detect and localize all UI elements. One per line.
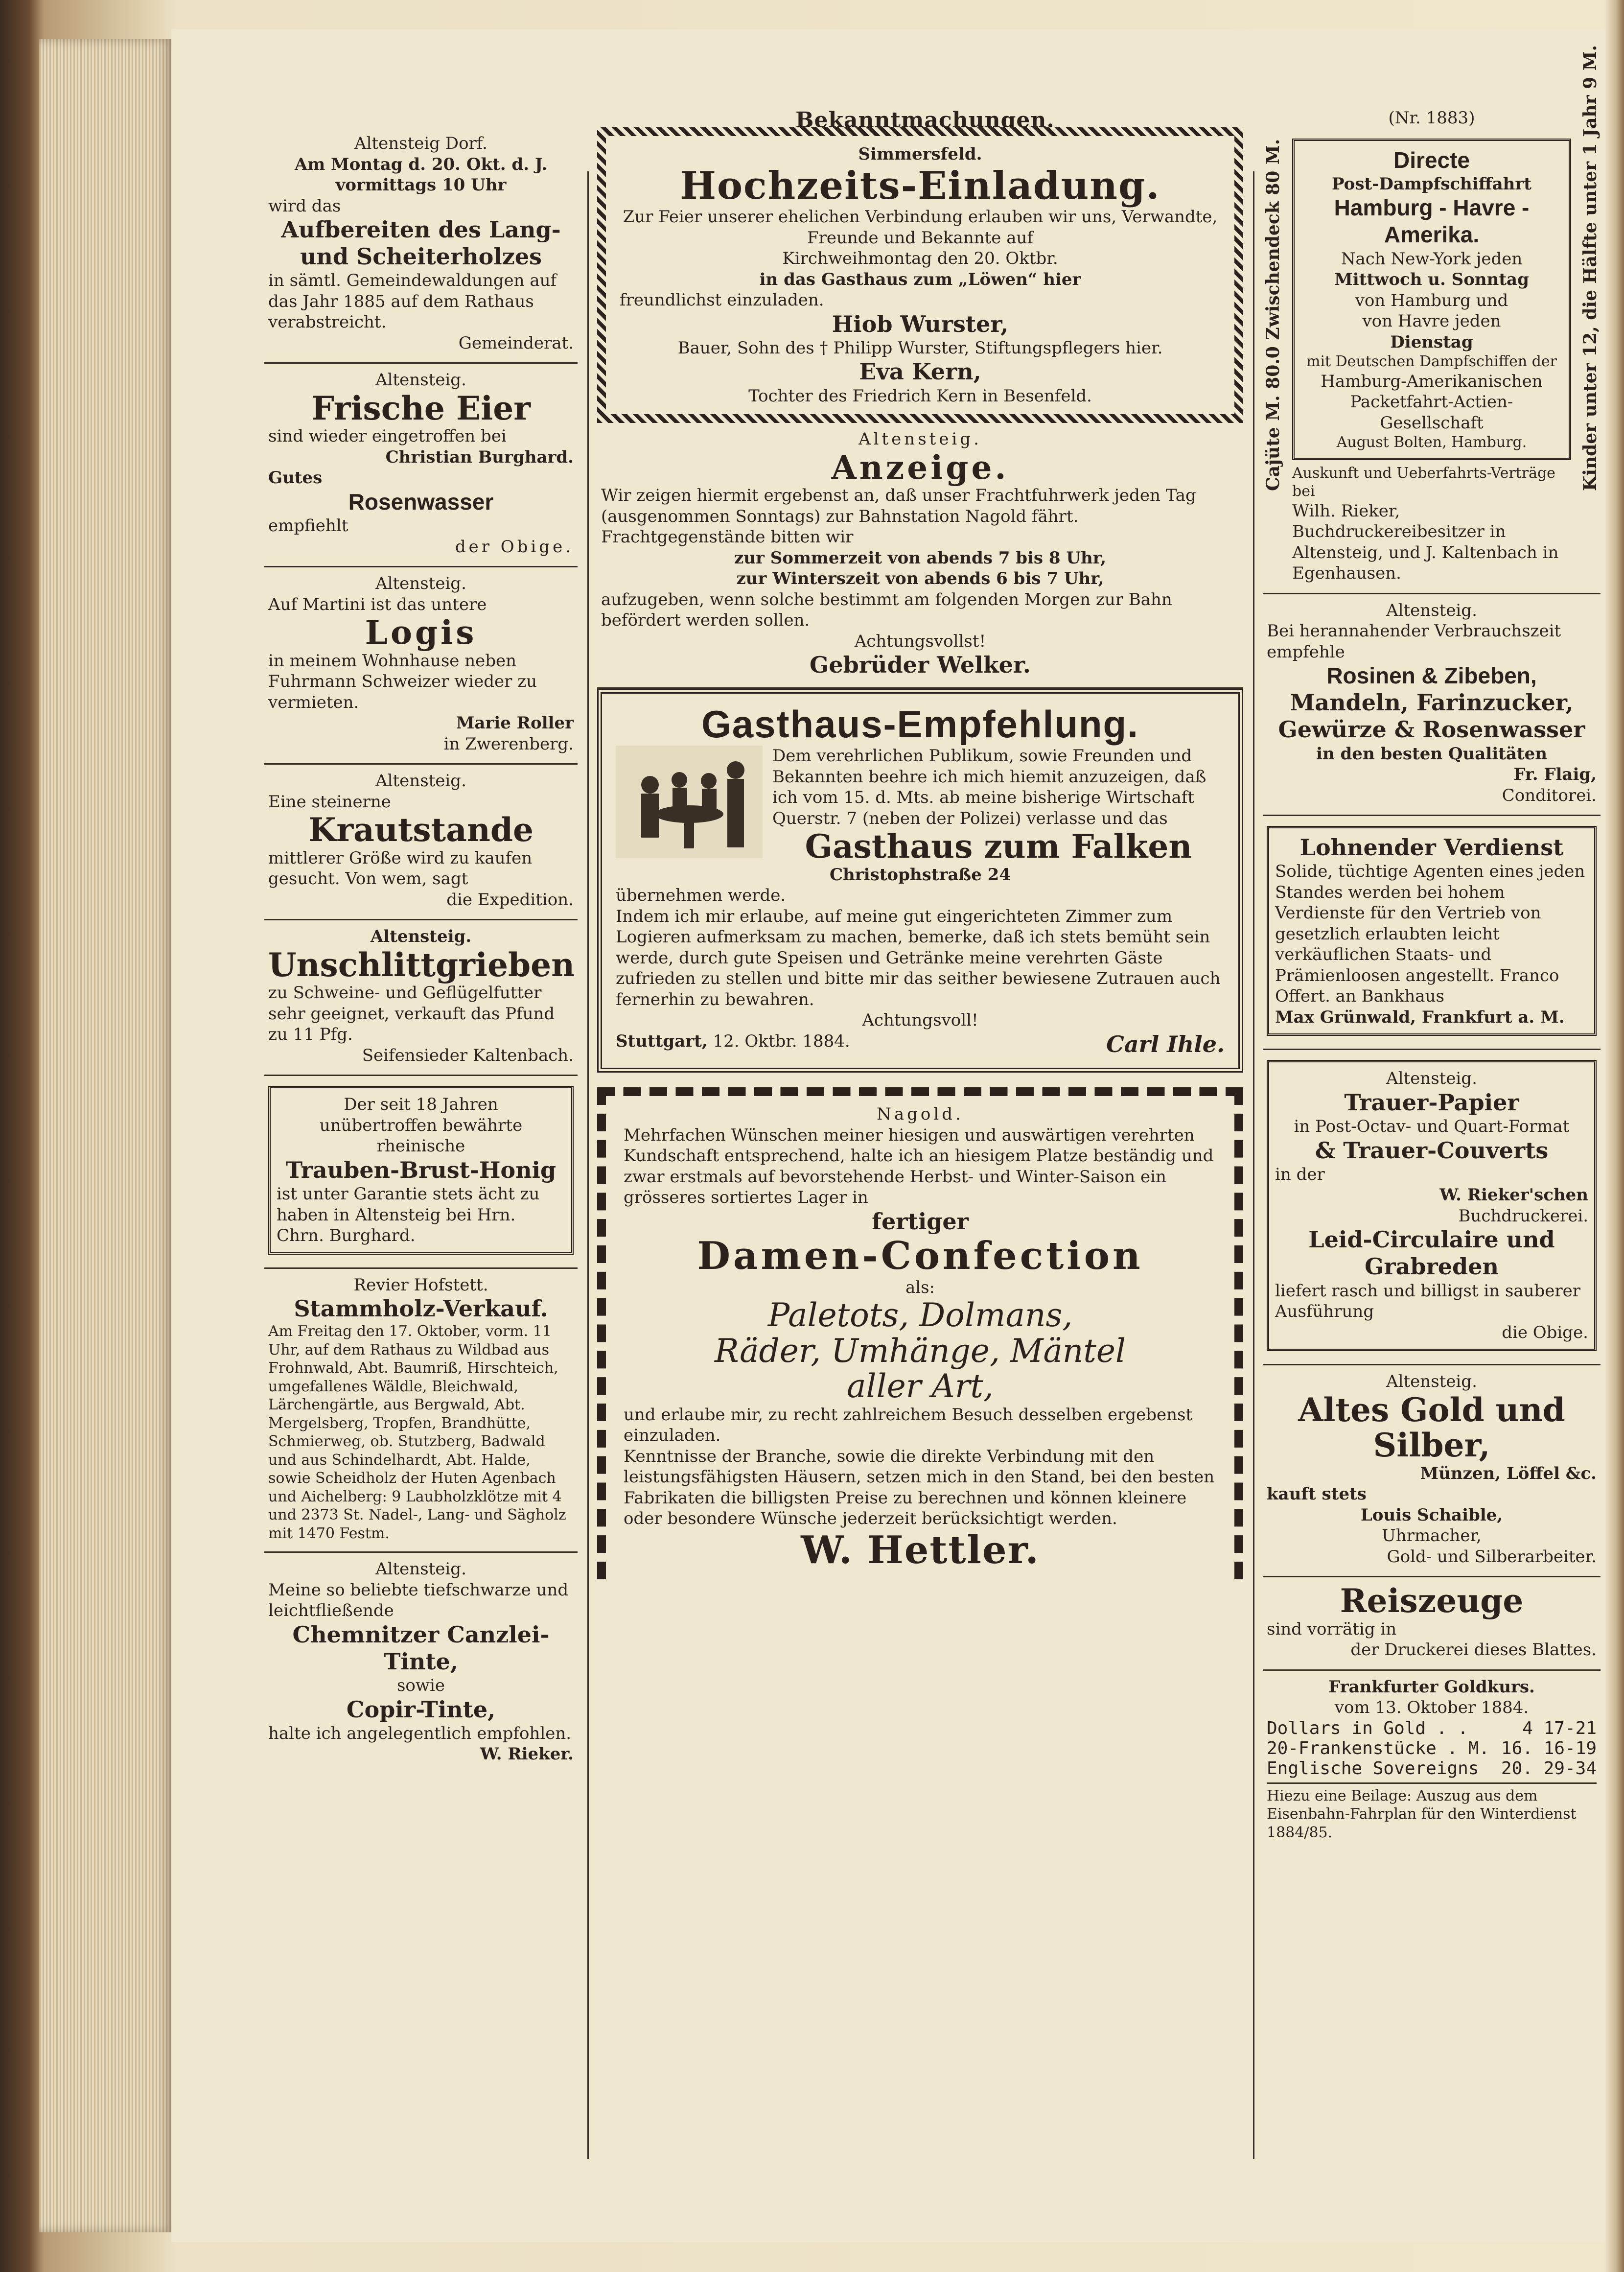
ad-body: der Druckerei dieses Blattes. bbox=[1350, 1640, 1597, 1660]
goldkurs-footer: Hiezu eine Beilage: Auszug aus dem Eisenbahn-Fahrplan für den Winterdienst 1884/85. bbox=[1267, 1782, 1597, 1842]
column-right bbox=[1263, 45, 1601, 1850]
column-rule-1 bbox=[587, 171, 589, 2159]
ad-headline: Trauben-Brust-Honig bbox=[285, 1156, 557, 1183]
dateline-place: Stuttgart, bbox=[616, 1031, 708, 1051]
row-value: 20. 29-34 bbox=[1501, 1758, 1597, 1779]
ad-signature: W. Rieker'schen bbox=[1439, 1185, 1588, 1205]
ad-body: in der bbox=[1275, 1164, 1325, 1184]
ad-signature: Conditorei. bbox=[1502, 785, 1597, 805]
ad-company: Hamburg-Amerikanischen Packetfahrt-Actien-Gesellschaft bbox=[1321, 371, 1543, 433]
ad-signature: die Expedition. bbox=[446, 890, 574, 910]
ad-headline: Lohnender Verdienst bbox=[1299, 834, 1564, 861]
ad-trauer bbox=[1263, 1050, 1601, 1365]
ad-body: Wir zeigen hiermit ergebenst an, daß unser Frachtfuhrwerk jeden Tag (ausgenommen Sonntags) zur Bahnstation Nagold fährt. Frachtgegenstände bitten wir bbox=[601, 486, 1196, 547]
ad-line: als: bbox=[905, 1277, 935, 1297]
ad-body: Auskunft und Ueberfahrts-Verträge bei bbox=[1292, 464, 1555, 500]
ad-signature: Seifensieder Kaltenbach. bbox=[362, 1045, 574, 1065]
ad-headline: Altes Gold und Silber, bbox=[1298, 1390, 1565, 1465]
ad-headline: Stammholz-Verkauf. bbox=[294, 1295, 548, 1322]
column-middle bbox=[597, 127, 1243, 1579]
ad-headline: Gasthaus-Empfehlung. bbox=[701, 703, 1139, 746]
gasthaus-dateline bbox=[616, 1031, 1225, 1058]
issue-number: (Nr. 1883) bbox=[1388, 108, 1475, 128]
ad-place: Altensteig Dorf. bbox=[354, 134, 487, 153]
ad-signature: die Obige. bbox=[1502, 1322, 1588, 1342]
ad-body: Wilh. Rieker, Buchdruckereibesitzer in Altensteig, und J. Kaltenbach in Egenhausen. bbox=[1292, 501, 1559, 584]
dateline-date: 12. Oktbr. 1884. bbox=[713, 1031, 850, 1051]
ad-line: vormittags 10 Uhr bbox=[335, 175, 507, 195]
ad-signature: Buchdruckerei. bbox=[1458, 1206, 1588, 1226]
row-value: 16. 16-19 bbox=[1501, 1738, 1597, 1758]
ad-signature: in Zwerenberg. bbox=[443, 734, 574, 754]
ad-subheadline: Gasthaus zum Falken bbox=[805, 827, 1192, 866]
ad-body: ist unter Garantie stets ächt zu haben in Altensteig bei Hrn. Chrn. Burghard. bbox=[277, 1184, 540, 1246]
ad-body: freundlichst einzuladen. bbox=[620, 290, 824, 310]
ad-place: Revier Hofstett. bbox=[353, 1275, 488, 1295]
column-rule-2 bbox=[1253, 171, 1254, 2159]
ad-headline: Leid-Circulaire und Grabreden bbox=[1308, 1226, 1555, 1280]
goldkurs-row bbox=[1267, 1738, 1597, 1758]
ad-honig bbox=[264, 1076, 578, 1268]
newspaper-page bbox=[171, 29, 1605, 2242]
page-stack-edge bbox=[39, 39, 171, 2232]
ad-place: Altensteig. bbox=[375, 1559, 466, 1579]
ad-confection bbox=[597, 1087, 1243, 1579]
ad-logis bbox=[264, 567, 578, 765]
ad-headline: Hochzeits-Einladung. bbox=[680, 163, 1160, 208]
ad-place: Altensteig. bbox=[1386, 1372, 1477, 1392]
ad-body: zu Schweine- und Geflügelfutter sehr geeignet, verkauft das Pfund zu 11 Pfg. bbox=[268, 983, 555, 1045]
ad-body: von Havre jeden bbox=[1362, 311, 1501, 331]
ad-headline: Frische Eier bbox=[311, 389, 531, 427]
ad-body: aufzugeben, wenn solche bestimmt am folgenden Morgen zur Bahn befördert werden sollen. bbox=[601, 589, 1172, 631]
ad-body: Tochter des Friedrich Kern in Besenfeld. bbox=[748, 386, 1092, 406]
ad-signature: W. Hettler. bbox=[801, 1527, 1040, 1572]
row-label: Dollars in Gold . . bbox=[1267, 1718, 1468, 1738]
ad-body: Kenntnisse der Branche, sowie die direkte Verbindung mit den leistungsfähigsten Häusern, setzen mich in den Stand, bei den besten Fabrikaten die billigsten Preise zu berechnen und können kleinere oder besondere Wünsche jederzeit berücksichtigt werden. bbox=[624, 1446, 1215, 1529]
ad-body: Bauer, Sohn des † Philipp Wurster, Stiftungspflegers hier. bbox=[677, 338, 1163, 358]
ad-body: Mittwoch u. Sonntag bbox=[1334, 270, 1529, 290]
ad-hochzeit bbox=[597, 127, 1243, 423]
ad-gold bbox=[1263, 1365, 1601, 1577]
ad-title: Directe bbox=[1393, 147, 1470, 173]
ad-signature: Max Grünwald, Frankfurt a. M. bbox=[1275, 1007, 1565, 1027]
ad-signature: Carl Ihle. bbox=[1106, 1031, 1225, 1057]
ad-intro: Meine so beliebte tiefschwarze und leichtfließende bbox=[268, 1580, 569, 1621]
ad-body: zur Winterszeit von abends 6 bis 7 Uhr, bbox=[736, 569, 1104, 589]
ad-greeting: Achtungsvollst! bbox=[854, 631, 986, 651]
ad-vertical-text: Kinder unter 12, die Hälfte unter 1 Jahr 9 M. bbox=[1580, 45, 1601, 491]
ad-body: Indem ich mir erlaube, auf meine gut eingerichteten Zimmer zum Logieren aufmerksam zu machen, bemerke, daß ich stets bemüht sein werde, durch gute Speisen und Getränke meine verehrten Gäste zufrieden zu stellen und bitte mir das seither bewiesene Zutrauen auch fernerhin zu bewahren. bbox=[616, 906, 1221, 1009]
ad-line: Der seit 18 Jahren bbox=[344, 1095, 498, 1115]
ad-body: Nach New-York jeden bbox=[1341, 249, 1523, 269]
ad-eier bbox=[264, 364, 578, 567]
ad-signature: der Obige. bbox=[455, 537, 574, 557]
ad-bride: Eva Kern, bbox=[859, 358, 981, 385]
ad-items: Paletots, Dolmans, bbox=[767, 1296, 1073, 1335]
ad-reiszeuge bbox=[1263, 1577, 1601, 1671]
ad-signature: Marie Roller bbox=[456, 713, 574, 733]
ad-body: halte ich angelegentlich empfohlen. bbox=[268, 1723, 572, 1743]
ad-headline: Damen-Confection bbox=[697, 1233, 1143, 1278]
ad-headline: Rosenwasser bbox=[348, 489, 494, 515]
ad-headline: Aufbereiten des Lang- und Scheiterholzes bbox=[281, 216, 561, 270]
ad-signature: Gemeinderat. bbox=[458, 333, 574, 353]
ad-body: in den besten Qualitäten bbox=[1316, 744, 1547, 764]
ad-groom: Hiob Wurster, bbox=[832, 310, 1009, 337]
row-label: 20-Frankenstücke . M. bbox=[1267, 1738, 1490, 1758]
verdienst-box bbox=[1267, 826, 1597, 1036]
ad-headline: Copir-Tinte, bbox=[346, 1696, 496, 1723]
ad-signature: Uhrmacher, bbox=[1382, 1526, 1482, 1546]
ad-body: Bei herannahender Verbrauchszeit empfehle bbox=[1267, 621, 1561, 662]
ad-line: sowie bbox=[396, 1676, 445, 1696]
honig-box bbox=[268, 1086, 574, 1254]
ad-body: Am Freitag den 17. Oktober, vorm. 11 Uhr, auf dem Rathaus zu Wildbad aus Frohnwald, Abt. Baumriß, Hirschteich, umgefallenes Wäldle, Bleichwald, Lärchengärtle, aus Bergwald, Abt. Mergelsberg, Tropfen, Brandhütte, Schmierweg, ob. Stutzberg, Badwald und aus Schindelhardt, Abt. Halde, sowie Scheidholz der Huten Agenbach und Aichelberg: 9 Laubholzklötze mit 4 und 2373 St. Nadel-, Lang- und Sägholz mit 1470 Festm. bbox=[268, 1323, 566, 1542]
ad-place: Simmersfeld. bbox=[858, 144, 982, 164]
ad-items: aller Art, bbox=[847, 1367, 994, 1405]
ad-headline: Chemnitzer Canzlei-Tinte, bbox=[292, 1621, 550, 1675]
trauer-box bbox=[1267, 1060, 1597, 1351]
ad-headline: Rosinen & Zibeben, bbox=[1326, 663, 1537, 689]
ad-headline: & Trauer-Couverts bbox=[1315, 1137, 1549, 1164]
ad-body: Münzen, Löffel &c. bbox=[1420, 1463, 1597, 1483]
ad-headline: Hamburg - Havre - Amerika. bbox=[1334, 195, 1530, 248]
goldkurs-row bbox=[1267, 1758, 1597, 1779]
row-value: 4 17-21 bbox=[1522, 1718, 1597, 1738]
ad-signature: Christian Burghard. bbox=[385, 447, 574, 467]
ad-agent: August Bolten, Hamburg. bbox=[1336, 434, 1527, 451]
ad-body: Mehrfachen Wünschen meiner hiesigen und auswärtigen verehrten Kundschaft entsprechend, halte ich an hiesigem Platze beständig und zwar erstmals auf bevorstehende Herbst- und Winter-Saison ein grösseres sortiertes Lager in bbox=[624, 1125, 1214, 1208]
ad-body: Dienstag bbox=[1390, 332, 1473, 352]
ad-stammholz bbox=[264, 1269, 578, 1553]
ad-headline: Mandeln, Farinzucker, bbox=[1290, 689, 1574, 716]
ad-headline: Trauer-Papier bbox=[1344, 1089, 1519, 1116]
ad-gasthaus bbox=[597, 689, 1243, 1073]
ad-signature: Gebrüder Welker. bbox=[810, 652, 1031, 679]
ad-body: kauft stets bbox=[1267, 1484, 1367, 1504]
ad-place: Altensteig. bbox=[375, 574, 466, 594]
ad-body: Dem verehrlichen Publikum, sowie Freunden und Bekannten beehre ich mich hiemit anzuzeigen, daß ich vom 15. d. Mts. ab meine bisherige Wirtschaft Querstr. 7 (neben der Polizei) verlasse und das bbox=[772, 746, 1206, 828]
ad-tinte bbox=[264, 1553, 578, 1774]
ad-body: Solide, tüchtige Agenten eines jeden Standes werden bei hohem Verdienste für den Vertrieb von gesetzlich erlaubten leicht verkäuflichen Staats- und Prämienloosen angestellt. Franco Offert. an Bankhaus bbox=[1275, 862, 1585, 1007]
ad-body: in das Gasthaus zum „Löwen“ hier bbox=[759, 269, 1081, 289]
ad-body: in Post-Octav- und Quart-Format bbox=[1294, 1117, 1570, 1136]
ad-body: übernehmen werde. bbox=[616, 886, 786, 906]
ad-anzeige bbox=[597, 423, 1243, 689]
ad-headline: Logis bbox=[365, 613, 477, 652]
ad-line: wird das bbox=[268, 196, 341, 216]
goldkurs-date: vom 13. Oktober 1884. bbox=[1334, 1698, 1529, 1718]
ad-holz bbox=[264, 127, 578, 364]
ad-body: mit Deutschen Dampfschiffen der bbox=[1306, 353, 1557, 371]
ad-place: Altensteig. bbox=[1386, 1069, 1477, 1089]
ad-place: Altensteig. bbox=[375, 771, 466, 791]
ad-signature: Fr. Flaig, bbox=[1513, 765, 1597, 785]
ad-vertical-text: Cajüte M. 80.0 Zwischendeck 80 M. bbox=[1263, 139, 1283, 491]
ship-box bbox=[1292, 139, 1571, 460]
ad-body: empfiehlt bbox=[268, 516, 348, 536]
ad-verdienst bbox=[1263, 816, 1601, 1050]
ad-body: Zur Feier unserer ehelichen Verbindung erlauben wir uns, Verwandte, Freunde und Bekannte auf bbox=[623, 207, 1218, 248]
ad-place: Altensteig. bbox=[375, 370, 466, 390]
ad-line: fertiger bbox=[872, 1208, 969, 1235]
ad-line: unübertroffen bewährte rheinische bbox=[319, 1115, 523, 1156]
row-label: Englische Sovereigns bbox=[1267, 1758, 1479, 1779]
ad-body: in meinem Wohnhause neben Fuhrmann Schweizer wieder zu vermieten. bbox=[268, 651, 537, 712]
ad-headline: Unschlittgrieben bbox=[268, 945, 575, 984]
ad-rosinen bbox=[1263, 594, 1601, 817]
ad-place: Altensteig. bbox=[858, 429, 982, 449]
ad-body: von Hamburg und bbox=[1355, 290, 1508, 310]
ad-intro: Auf Martini ist das untere bbox=[268, 594, 487, 614]
ad-body: Kirchweihmontag den 20. Oktbr. bbox=[782, 249, 1058, 269]
tavern-illustration-icon bbox=[616, 746, 763, 858]
goldkurs-title: Frankfurter Goldkurs. bbox=[1328, 1677, 1535, 1697]
ad-headline: Krautstande bbox=[308, 811, 534, 849]
ad-label: Gutes bbox=[268, 468, 323, 488]
ad-body: zur Sommerzeit von abends 7 bis 8 Uhr, bbox=[734, 548, 1107, 568]
ad-headline: Anzeige. bbox=[831, 448, 1009, 487]
ad-intro: Eine steinerne bbox=[268, 792, 391, 812]
ad-goldkurs bbox=[1263, 1671, 1601, 1851]
ad-signature: Gold- und Silberarbeiter. bbox=[1387, 1546, 1597, 1567]
ad-unschlitt bbox=[264, 920, 578, 1076]
ad-body: in sämtl. Gemeindewaldungen auf das Jahr 1885 auf dem Rathaus verabstreicht. bbox=[268, 271, 557, 332]
ad-headline: Reiszeuge bbox=[1340, 1582, 1524, 1620]
ad-place: Nagold. bbox=[877, 1104, 964, 1124]
page-right-edge bbox=[1604, 0, 1624, 2272]
column-left bbox=[264, 127, 578, 1774]
ad-headline: Gewürze & Rosenwasser bbox=[1278, 716, 1585, 743]
ad-body: sind wieder eingetroffen bei bbox=[268, 426, 507, 446]
ad-krautstande bbox=[264, 765, 578, 920]
ad-body: mittlerer Größe wird zu kaufen gesucht. Von wem, sagt bbox=[268, 848, 533, 889]
ad-title: Post-Dampfschiffahrt bbox=[1332, 174, 1531, 194]
ad-signature: W. Rieker. bbox=[480, 1744, 574, 1764]
ad-body: und erlaube mir, zu recht zahlreichem Besuch desselben ergebenst einzuladen. bbox=[624, 1405, 1193, 1446]
ad-signature: Louis Schaible, bbox=[1360, 1505, 1503, 1525]
ad-place: Altensteig. bbox=[370, 927, 472, 947]
ad-street: Christophstraße 24 bbox=[829, 865, 1011, 885]
ad-line: Am Montag d. 20. Okt. d. J. bbox=[294, 154, 548, 174]
page-header: Bekanntmachungen. bbox=[795, 108, 1055, 133]
goldkurs-row bbox=[1267, 1718, 1597, 1738]
ad-items: Räder, Umhänge, Mäntel bbox=[714, 1332, 1126, 1370]
ad-greeting: Achtungsvoll! bbox=[862, 1010, 978, 1031]
ad-place: Altensteig. bbox=[1386, 600, 1477, 620]
ad-body: liefert rasch und billigst in sauberer Ausführung bbox=[1275, 1281, 1581, 1322]
ad-body: sind vorrätig in bbox=[1267, 1619, 1397, 1639]
